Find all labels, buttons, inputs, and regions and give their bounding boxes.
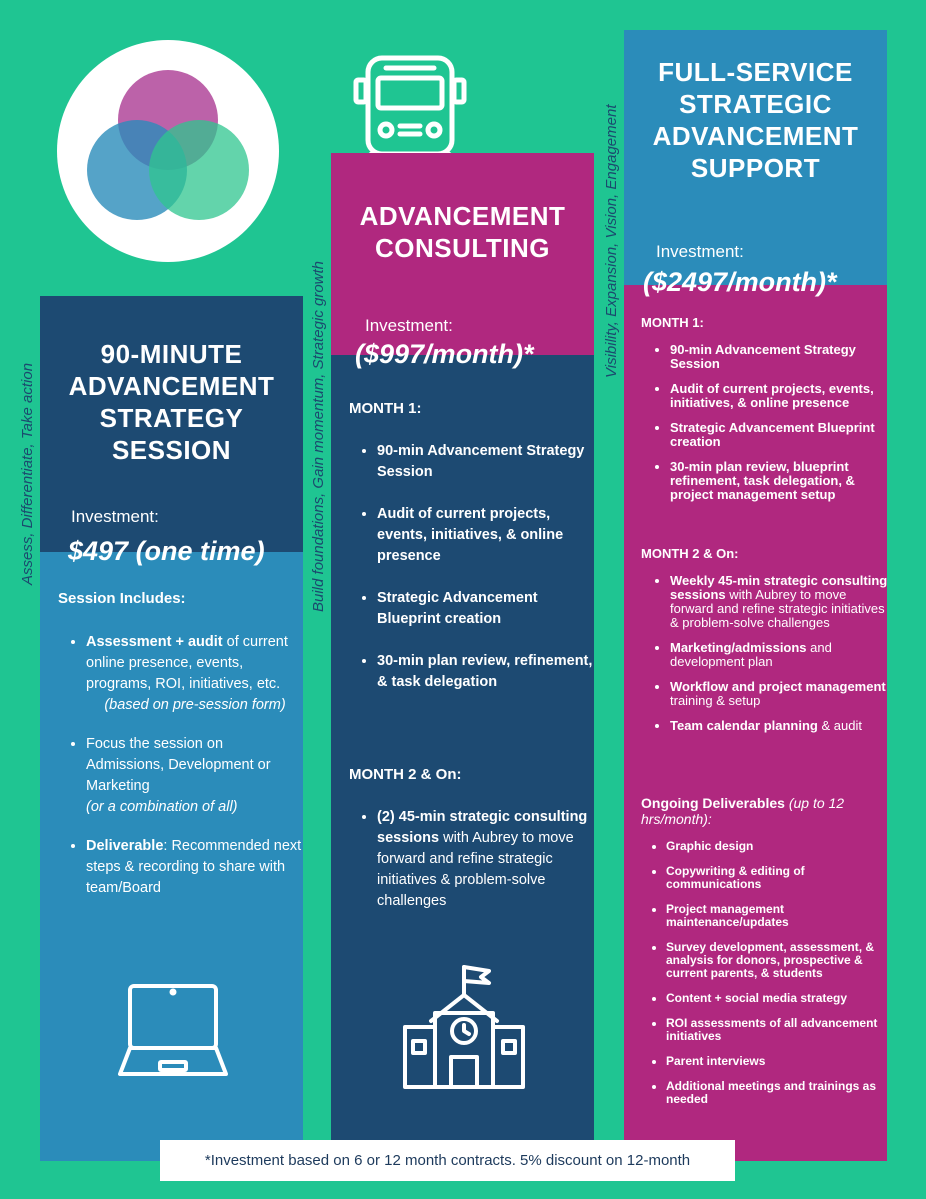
list-item [670,641,892,669]
item-bold: Weekly 45-min strategic consulting sessions [670,573,888,602]
col3-price: ($2497/month)* [643,267,837,297]
col3-body [624,267,888,1161]
col2-title-line: CONSULTING [375,233,550,263]
col3-ongoing-list [648,840,892,1118]
col3-investment-label: Investment: [656,242,744,261]
col1-header [40,296,303,552]
tagline-col3: Visibility, Expansion, Vision, Engagement [603,104,620,378]
list-item [670,719,892,733]
list-item: • Graphic design [666,840,892,853]
col1-title-line: STRATEGY [99,403,244,433]
col3-header [624,30,887,285]
item-text: & audit [817,718,862,733]
col1-list [68,632,304,917]
logo [57,40,279,262]
col1-title-line: SESSION [111,435,232,465]
col2-month2-head: MONTH 2 & On: [349,766,462,783]
col3-title-line: STRATEGIC [679,89,832,119]
laptop-icon [118,982,228,1082]
list-item: • 90-min Advancement Strategy Session [377,441,595,483]
item-text: with Aubrey to move forward and refine strategic initiatives & problem-solve challenges [377,830,574,909]
list-item: • 30-min plan review, refinement, & task delegation [377,651,595,693]
item-bold: Workflow and project management [670,679,886,694]
item-note: (based on pre-session form) [104,697,286,713]
item-text: and development plan [670,640,832,669]
venn-circles-logo-icon [57,40,279,262]
list-item: • Additional meetings and trainings as needed [666,1080,892,1106]
item-text: : Recommended next steps & recording to share with team/Board [86,838,302,896]
col1-title-line: ADVANCEMENT [68,371,275,401]
list-item: • Strategic Advancement Blueprint creation [670,421,892,449]
item-bold: (2) 45-min strategic consulting sessions [377,809,588,846]
list-item [377,807,595,912]
item-text: with Aubrey to move forward and refine strategic initiatives & problem-solve challenges [670,587,885,630]
item-text: Focus the session on Admissions, Development or Marketing [86,736,271,794]
list-item: • Strategic Advancement Blueprint creation [377,588,595,630]
list-item: • Copywriting & editing of communications [666,865,892,891]
tagline-col2: Build foundations, Gain momentum, Strategic growth [310,260,327,612]
list-item [670,574,892,630]
item-bold: Assessment + audit [86,634,223,650]
list-item: • Project management maintenance/updates [666,903,892,929]
col1-title-line: 90-MINUTE [100,339,243,369]
col3-month2-list [652,574,892,744]
item-bold: Team calendar planning [670,718,818,733]
col3-month1-head: MONTH 1: [641,315,704,330]
list-item: • Parent interviews [666,1055,892,1068]
list-item [86,836,304,899]
list-item: • ROI assessments of all advancement initiatives [666,1017,892,1043]
col2-body [331,339,594,1161]
item-text: of current online presence, events, programs, ROI, initiatives, etc. [86,634,288,692]
col2-title [331,200,594,264]
col2-month1-head: MONTH 1: [349,400,422,417]
ongoing-bold: Ongoing Deliverables [641,795,785,811]
list-item: • Audit of current projects, events, initiatives, & online presence [670,382,892,410]
col1-investment-label: Investment: [71,507,159,526]
col3-month2-head: MONTH 2 & On: [641,546,739,561]
col3-title-line: SUPPORT [690,153,821,183]
col2-month1-list [359,441,595,714]
col1-price: $497 (one time) [68,536,265,566]
list-item: • 90-min Advancement Strategy Session [670,343,892,371]
list-item: • Content + social media strategy [666,992,892,1005]
list-item: • Audit of current projects, events, initiatives, & online presence [377,504,595,567]
col2-investment-label: Investment: [365,316,453,335]
school-bus-icon [350,50,470,170]
schoolhouse-icon [401,965,527,1091]
col3-ongoing-head [641,795,871,827]
col3-month1-list [652,343,892,513]
item-text: training & setup [670,693,761,708]
col2-title-line: ADVANCEMENT [359,201,566,231]
list-item [86,734,304,818]
col1-title [40,338,303,466]
item-note: (or a combination of all) [86,799,238,815]
col3-title-line: ADVANCEMENT [652,121,859,151]
col2-month2-list [359,807,595,933]
col3-title-line: FULL-SERVICE [658,57,853,87]
tagline-col1: Assess, Differentiate, Take action [19,362,36,585]
item-bold: Deliverable [86,838,164,854]
item-bold: Marketing/admissions [670,640,807,655]
col2-header [331,153,594,355]
col1-section-head: Session Includes: [58,590,186,607]
list-item: • 30-min plan review, blueprint refinement, task delegation, & project management setup [670,460,892,502]
col2-price: ($997/month)* [355,339,534,369]
list-item: • Survey development, assessment, & analysis for donors, prospective & current parents, & students [666,941,892,980]
list-item [670,680,892,708]
col3-title [624,56,887,184]
list-item [86,632,304,716]
footnote: *Investment based on 6 or 12 month contracts. 5% discount on 12-month [160,1140,735,1181]
ongoing-note: (up to 12 hrs/month): [641,795,845,827]
col1-body [40,536,303,1161]
